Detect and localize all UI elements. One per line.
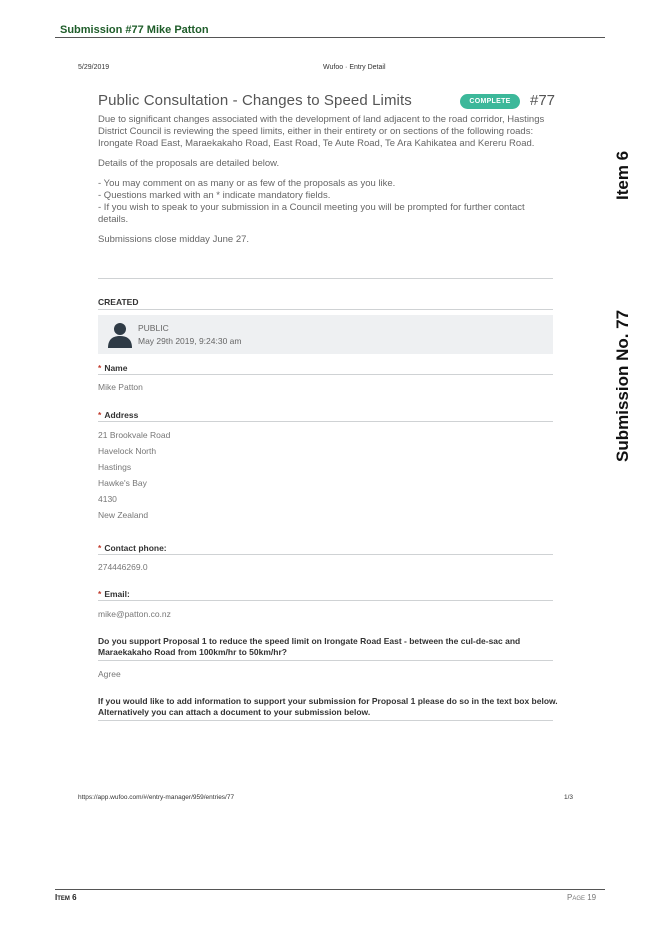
- divider: [98, 309, 553, 310]
- address-line: 21 Brookvale Road: [98, 430, 171, 440]
- address-line: Hastings: [98, 462, 132, 472]
- print-page-number: 1/3: [564, 794, 574, 801]
- footer-item-label: Item 6: [55, 893, 77, 902]
- header-divider: [55, 37, 605, 38]
- intro-details: Details of the proposals are detailed below.: [98, 158, 280, 169]
- intro-deadline: Submissions close midday June 27.: [98, 234, 250, 245]
- entry-number: #77: [530, 92, 556, 109]
- footer-page-label: Page 19: [567, 893, 597, 902]
- created-info-box: [98, 315, 553, 354]
- phone-value: 274446269.0: [98, 562, 148, 572]
- divider: [98, 278, 553, 279]
- intro-bullet-2: - Questions marked with an * indicate mandatory fields.: [98, 190, 331, 201]
- intro-paragraph: Due to significant changes associated with the development of land adjacent to the road corridor, Hastings District Council is reviewing the speed limits, either in their entirety or on sections of the following roads: Irongate Road East, Maraekakaho Road, East Road, Te Aute Road, Te Ara Kahikatea and Kereru Road.: [98, 114, 545, 149]
- proposal-1-answer: Agree: [98, 669, 121, 679]
- address-line: New Zealand: [98, 510, 149, 520]
- address-line: 4130: [98, 494, 117, 504]
- form-description: [98, 114, 556, 254]
- name-value: Mike Patton: [98, 382, 143, 392]
- print-url: https://app.wufoo.com/#/entry-manager/959/entries/77: [78, 794, 235, 801]
- name-label: * Name: [98, 363, 128, 373]
- divider: [98, 554, 553, 555]
- address-line: Hawke's Bay: [98, 478, 147, 488]
- status-badge: COMPLETE: [460, 94, 520, 109]
- divider: [98, 660, 553, 661]
- intro-bullet-3: - If you wish to speak to your submission in a Council meeting you will be prompted for further contact details.: [98, 202, 525, 225]
- avatar-icon: [108, 322, 132, 348]
- intro-bullet-1: - You may comment on as many or as few of the proposals as you like.: [98, 178, 396, 189]
- email-value: mike@patton.co.nz: [98, 609, 171, 619]
- address-line: Havelock North: [98, 446, 157, 456]
- created-by: PUBLIC: [138, 323, 169, 333]
- side-submission-label: Submission No. 77: [613, 309, 632, 462]
- print-page-title: Wufoo · Entry Detail: [323, 64, 386, 71]
- document-header-title: Submission #77 Mike Patton: [60, 24, 209, 36]
- proposal-1-question: Do you support Proposal 1 to reduce the speed limit on Irongate Road East - between the cul-de-sac and Maraekakaho Road from 100km/hr to 50km/hr?: [98, 636, 521, 657]
- form-title: Public Consultation - Changes to Speed Limits: [98, 92, 412, 109]
- divider: [98, 720, 553, 721]
- phone-label: * Contact phone:: [98, 543, 167, 553]
- divider: [98, 374, 553, 375]
- divider: [98, 600, 553, 601]
- print-date: 5/29/2019: [78, 64, 110, 71]
- footer-divider: [55, 889, 605, 890]
- address-label: * Address: [98, 410, 139, 420]
- divider: [98, 421, 553, 422]
- email-label: * Email:: [98, 589, 130, 599]
- proposal-1-info-question: If you would like to add information to support your submission for Proposal 1 please do so in the text box below. Alternatively you can attach a document to your submission below.: [98, 696, 558, 717]
- created-date: May 29th 2019, 9:24:30 am: [138, 336, 242, 346]
- created-label: CREATED: [98, 297, 139, 307]
- side-item-label: Item 6: [613, 150, 632, 200]
